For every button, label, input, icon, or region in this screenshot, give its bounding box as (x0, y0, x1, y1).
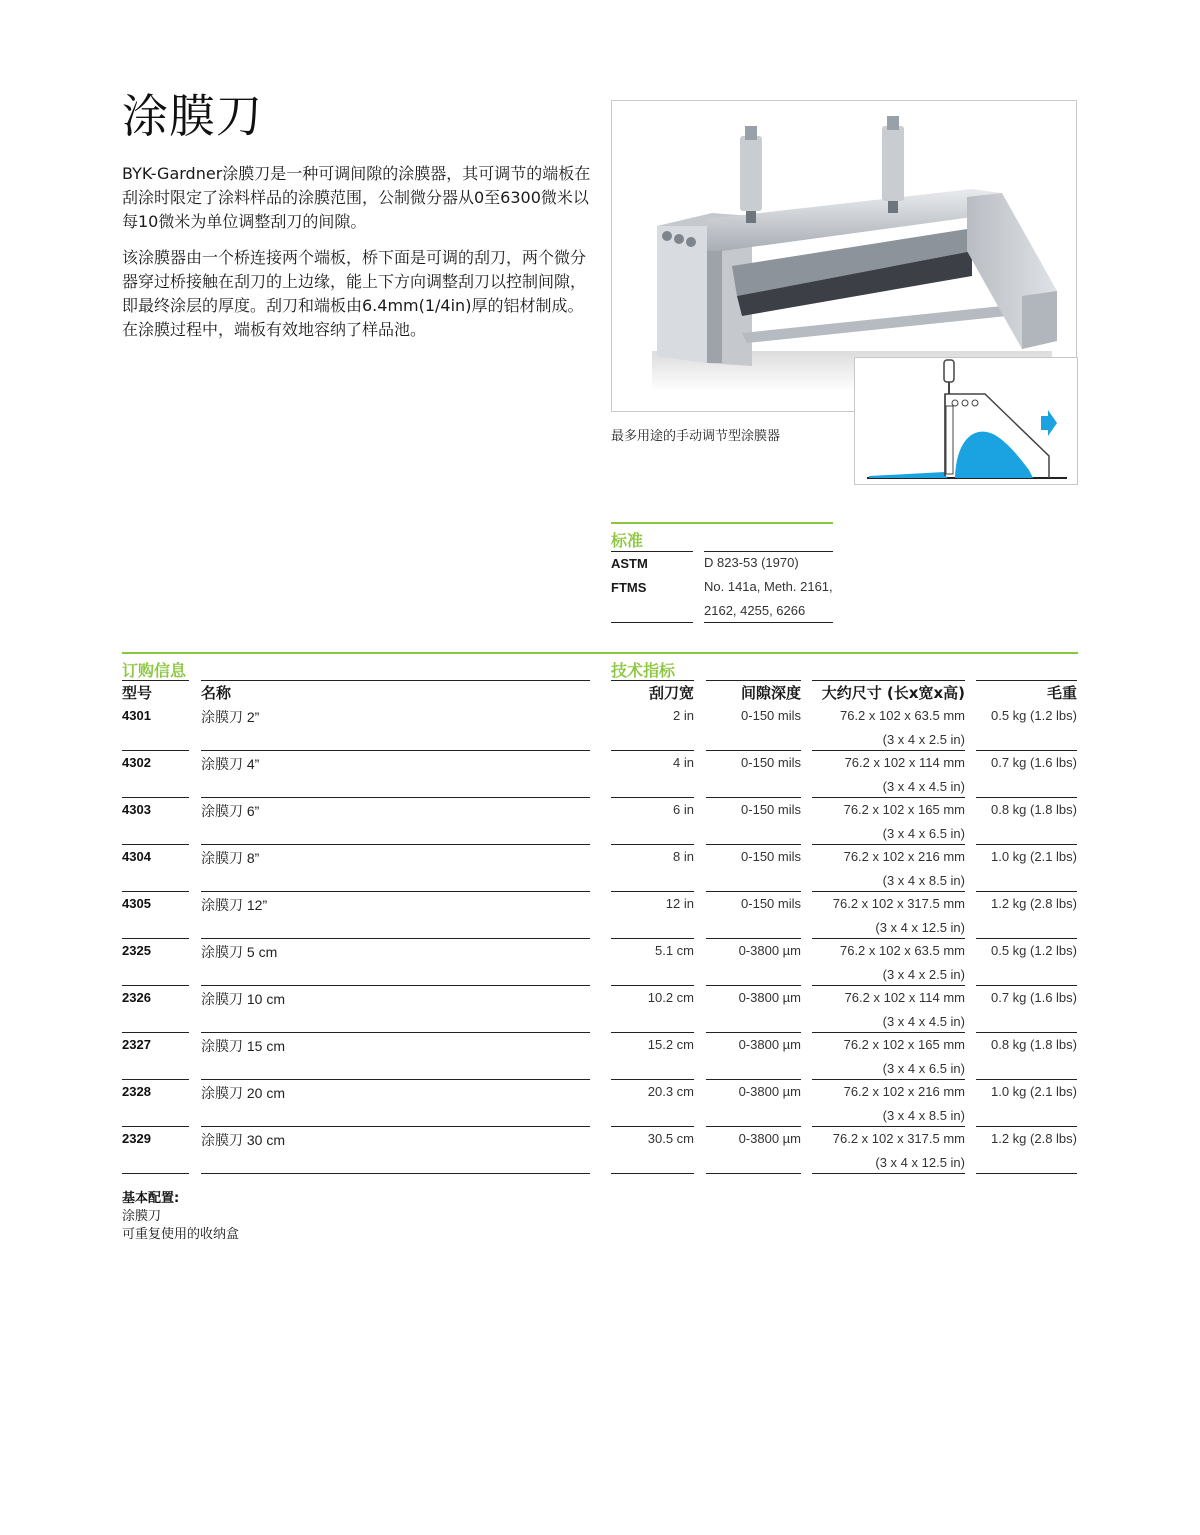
row-name: 涂膜刀 30 cm (201, 1132, 286, 1148)
table-row-divider (976, 750, 1077, 751)
row-name: 涂膜刀 6” (201, 803, 260, 819)
table-row-divider (976, 1126, 1077, 1127)
table-row-divider (201, 938, 590, 939)
row-dimensions-in: (3 x 4 x 2.5 in) (882, 967, 965, 982)
row-gap-depth: 0-150 mils (741, 802, 801, 817)
row-name: 涂膜刀 15 cm (201, 1038, 286, 1054)
coating-diagram (854, 357, 1078, 485)
table-row-divider (201, 844, 590, 845)
row-dimensions-mm: 76.2 x 102 x 165 mm (843, 1037, 965, 1052)
row-name: 涂膜刀 20 cm (201, 1085, 286, 1101)
table-row-divider (706, 985, 801, 986)
row-dimensions-in: (3 x 4 x 8.5 in) (882, 1108, 965, 1123)
row-gap-depth: 0-3800 µm (738, 990, 801, 1005)
row-blade-width: 5.1 cm (654, 943, 694, 958)
table-rule (976, 680, 1077, 681)
row-dimensions-in: (3 x 4 x 4.5 in) (882, 779, 965, 794)
table-row-divider (706, 1173, 801, 1174)
row-blade-width: 2 in (673, 708, 694, 723)
row-name: 涂膜刀 2” (201, 709, 260, 725)
row-model: 2325 (122, 943, 151, 958)
table-row-divider (122, 844, 189, 845)
table-row-divider (611, 844, 694, 845)
tech-specs-title: 技术指标 (611, 661, 676, 680)
row-name: 涂膜刀 10 cm (201, 991, 286, 1007)
row-weight: 0.5 kg (1.2 lbs) (991, 943, 1077, 958)
row-dimensions-mm: 76.2 x 102 x 317.5 mm (832, 1131, 965, 1146)
row-model: 2327 (122, 1037, 151, 1052)
row-model: 4305 (122, 896, 151, 911)
table-row-divider (706, 844, 801, 845)
table-row-divider (976, 844, 1077, 845)
table-row-divider (812, 1126, 965, 1127)
row-model: 4301 (122, 708, 151, 723)
row-gap-depth: 0-3800 µm (738, 1037, 801, 1052)
table-row-divider (812, 985, 965, 986)
row-weight: 0.7 kg (1.6 lbs) (991, 755, 1077, 770)
header-name: 名称 (201, 684, 232, 702)
row-dimensions-mm: 76.2 x 102 x 114 mm (844, 755, 965, 770)
row-dimensions-mm: 76.2 x 102 x 216 mm (843, 1084, 965, 1099)
table-row-divider (201, 797, 590, 798)
table-rule (201, 680, 590, 681)
row-weight: 1.0 kg (2.1 lbs) (991, 849, 1077, 864)
row-dimensions-in: (3 x 4 x 12.5 in) (875, 1155, 965, 1170)
table-row-divider (201, 891, 590, 892)
intro-paragraph-1: BYK-Gardner涂膜刀是一种可调间隙的涂膜器，其可调节的端板在刮涂时限定了涂料样品的涂膜范围，公制微分器从0至6300微米以每10微米为单位调整刮刀的间隙。 (122, 164, 591, 231)
basic-configuration (122, 1190, 239, 1244)
table-row-divider (611, 985, 694, 986)
table-row-divider (201, 750, 590, 751)
standard-ftms-label: FTMS (611, 580, 647, 595)
row-gap-depth: 0-150 mils (741, 755, 801, 770)
coating-diagram-illustration (855, 358, 1079, 486)
table-row-divider (611, 750, 694, 751)
table-row-divider (201, 1173, 590, 1174)
table-row-divider (611, 891, 694, 892)
row-model: 2326 (122, 990, 151, 1005)
table-row-divider (812, 1079, 965, 1080)
basic-config-heading: 基本配置: (122, 1191, 180, 1206)
table-row-divider (706, 1032, 801, 1033)
table-row-divider (122, 1173, 189, 1174)
row-name: 涂膜刀 5 cm (201, 944, 278, 960)
table-row-divider (122, 891, 189, 892)
row-dimensions-in: (3 x 4 x 6.5 in) (882, 826, 965, 841)
row-gap-depth: 0-150 mils (741, 708, 801, 723)
table-row-divider (201, 985, 590, 986)
header-model: 型号 (122, 684, 153, 702)
table-row-divider (611, 1126, 694, 1127)
row-model: 4302 (122, 755, 151, 770)
row-gap-depth: 0-150 mils (741, 896, 801, 911)
row-blade-width: 6 in (673, 802, 694, 817)
table-row-divider (201, 1032, 590, 1033)
row-weight: 1.2 kg (2.8 lbs) (991, 1131, 1077, 1146)
table-row-divider (706, 750, 801, 751)
standards-divider (611, 551, 693, 552)
row-weight: 0.5 kg (1.2 lbs) (991, 708, 1077, 723)
row-dimensions-mm: 76.2 x 102 x 63.5 mm (839, 708, 965, 723)
standards-rule (611, 522, 833, 524)
row-weight: 1.2 kg (2.8 lbs) (991, 896, 1077, 911)
table-row-divider (706, 1079, 801, 1080)
table-row-divider (611, 938, 694, 939)
row-blade-width: 10.2 cm (647, 990, 694, 1005)
table-row-divider (122, 750, 189, 751)
intro-paragraph-2: 该涂膜器由一个桥连接两个端板，桥下面是可调的刮刀，两个微分器穿过桥接触在刮刀的上边缘，能上下方向调整刮刀以控制间隙，即最终涂层的厚度。刮刀和端板由6.4mm(1/4in)厚的铝材制成。在涂膜过程中，端板有效地容纳了样品池。 (122, 248, 587, 339)
row-blade-width: 12 in (665, 896, 694, 911)
row-weight: 1.0 kg (2.1 lbs) (991, 1084, 1077, 1099)
table-row-divider (976, 891, 1077, 892)
header-dimensions: 大约尺寸 (长x宽x高) (821, 684, 965, 702)
row-blade-width: 30.5 cm (647, 1131, 694, 1146)
basic-config-item: 可重复使用的收纳盒 (122, 1227, 240, 1242)
row-model: 4303 (122, 802, 151, 817)
table-rule (706, 680, 801, 681)
table-row-divider (706, 938, 801, 939)
standard-astm-value: D 823-53 (1970) (704, 555, 799, 570)
standards-divider (611, 622, 693, 623)
photo-caption: 最多用途的手动调节型涂膜器 (611, 429, 781, 444)
row-blade-width: 4 in (673, 755, 694, 770)
table-row-divider (706, 1126, 801, 1127)
row-name: 涂膜刀 4” (201, 756, 260, 772)
row-dimensions-mm: 76.2 x 102 x 216 mm (843, 849, 965, 864)
row-dimensions-in: (3 x 4 x 12.5 in) (875, 920, 965, 935)
row-dimensions-in: (3 x 4 x 8.5 in) (882, 873, 965, 888)
table-row-divider (122, 1032, 189, 1033)
table-rule (611, 680, 694, 681)
table-row-divider (812, 891, 965, 892)
row-blade-width: 20.3 cm (647, 1084, 694, 1099)
table-row-divider (611, 1079, 694, 1080)
row-dimensions-mm: 76.2 x 102 x 114 mm (844, 990, 965, 1005)
table-row-divider (976, 1173, 1077, 1174)
intro-text (122, 162, 592, 354)
table-row-divider (812, 844, 965, 845)
table-row-divider (976, 1032, 1077, 1033)
row-blade-width: 15.2 cm (647, 1037, 694, 1052)
row-gap-depth: 0-3800 µm (738, 1131, 801, 1146)
table-row-divider (976, 1079, 1077, 1080)
header-gap-depth: 间隙深度 (740, 684, 801, 702)
standard-astm-label: ASTM (611, 556, 648, 571)
table-rule (122, 680, 189, 681)
table-rule (812, 680, 965, 681)
table-row-divider (812, 797, 965, 798)
table-row-divider (812, 1032, 965, 1033)
table-row-divider (611, 1032, 694, 1033)
table-row-divider (976, 797, 1077, 798)
page-title: 涂膜刀 (122, 89, 263, 143)
table-row-divider (706, 891, 801, 892)
table-row-divider (611, 797, 694, 798)
row-model: 4304 (122, 849, 151, 864)
row-weight: 0.8 kg (1.8 lbs) (991, 1037, 1077, 1052)
table-row-divider (122, 985, 189, 986)
row-weight: 0.7 kg (1.6 lbs) (991, 990, 1077, 1005)
row-dimensions-mm: 76.2 x 102 x 63.5 mm (839, 943, 965, 958)
row-model: 2329 (122, 1131, 151, 1146)
ordering-rule (122, 652, 1078, 654)
row-gap-depth: 0-3800 µm (738, 943, 801, 958)
standards-divider (704, 622, 833, 623)
row-model: 2328 (122, 1084, 151, 1099)
table-row-divider (812, 1173, 965, 1174)
table-row-divider (706, 797, 801, 798)
ordering-title: 订购信息 (122, 661, 187, 680)
table-row-divider (201, 1079, 590, 1080)
row-name: 涂膜刀 8” (201, 850, 260, 866)
row-dimensions-in: (3 x 4 x 4.5 in) (882, 1014, 965, 1029)
table-row-divider (122, 797, 189, 798)
row-dimensions-in: (3 x 4 x 2.5 in) (882, 732, 965, 747)
row-name: 涂膜刀 12” (201, 897, 268, 913)
table-row-divider (122, 938, 189, 939)
table-row-divider (812, 750, 965, 751)
table-row-divider (812, 938, 965, 939)
table-row-divider (122, 1079, 189, 1080)
row-blade-width: 8 in (673, 849, 694, 864)
table-row-divider (976, 985, 1077, 986)
basic-config-item: 涂膜刀 (122, 1209, 162, 1224)
table-row-divider (201, 1126, 590, 1127)
row-dimensions-mm: 76.2 x 102 x 165 mm (843, 802, 965, 817)
row-dimensions-in: (3 x 4 x 6.5 in) (882, 1061, 965, 1076)
table-row-divider (611, 1173, 694, 1174)
row-gap-depth: 0-3800 µm (738, 1084, 801, 1099)
header-weight: 毛重 (1046, 684, 1077, 702)
table-row-divider (122, 1126, 189, 1127)
row-weight: 0.8 kg (1.8 lbs) (991, 802, 1077, 817)
row-dimensions-mm: 76.2 x 102 x 317.5 mm (832, 896, 965, 911)
standard-ftms-value: No. 141a, Meth. 2161, (704, 579, 833, 594)
standard-ftms-value-cont: 2162, 4255, 6266 (704, 603, 806, 618)
header-blade-width: 刮刀宽 (648, 684, 694, 702)
standards-title: 标准 (611, 531, 644, 550)
table-row-divider (976, 938, 1077, 939)
row-gap-depth: 0-150 mils (741, 849, 801, 864)
